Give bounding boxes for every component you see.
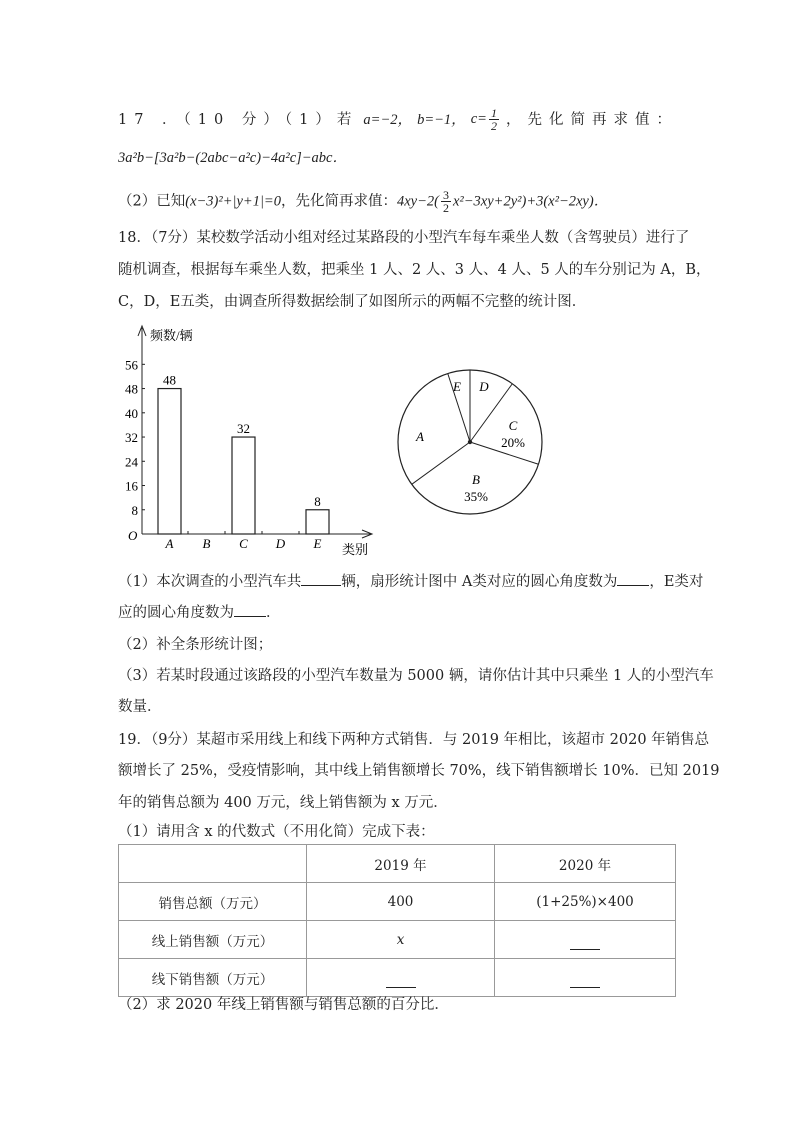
q17-head: 17 ．（10 分）（1）若: [118, 111, 359, 128]
y-tick-label: 16: [125, 478, 138, 494]
table-header-cell: [119, 845, 307, 883]
bar-C: [232, 437, 255, 534]
q19-line2: 额增长了 25%，受疫情影响，其中线上销售额增长 70%，线下销售额增长 10%．已知 2019: [118, 763, 720, 779]
table-cell-value: x: [396, 931, 405, 948]
q18-sub1-d: 应的圆心角度数为: [118, 605, 234, 621]
x-tick-label: D: [275, 536, 286, 551]
q17-part2-frac-den: 2: [442, 201, 449, 215]
table-cell: 线上销售额（万元）: [119, 921, 307, 959]
q18-sub3b: 数量．: [118, 699, 162, 715]
data-label-C: 32: [237, 421, 250, 437]
q17-cond-a: a=−2，: [363, 111, 412, 128]
table-row: [119, 883, 676, 921]
answer-blank-offline-2019[interactable]: [386, 987, 416, 988]
q19-line3: 年的销售总额为 400 万元，线上销售额为 x 万元．: [118, 795, 448, 811]
x-tick-label: A: [165, 536, 174, 551]
y-tick-label: 8: [131, 502, 138, 518]
table-cell: 线下销售额（万元）: [119, 959, 307, 997]
y-axis-title: 频数/辆: [150, 328, 193, 343]
table-cell: [495, 921, 676, 959]
pie-label-E: E: [453, 379, 461, 394]
pie-percent-B: 35%: [464, 489, 488, 504]
answer-blank-angle-e[interactable]: [234, 616, 266, 617]
table-row: [119, 921, 676, 959]
table-header-row: [119, 845, 676, 883]
q17-cond-c-fraction: [489, 107, 499, 132]
table-cell: 400: [307, 883, 495, 921]
table-cell: [307, 921, 495, 959]
q17-part2-frac-num: 3: [442, 188, 449, 202]
q19-sub1: （1）请用含 x 的代数式（不用化简）完成下表：: [118, 824, 435, 840]
data-label-A: 48: [163, 372, 176, 388]
q17-frac-num: 1: [490, 106, 497, 120]
table-header-cell: 2019 年: [307, 845, 495, 883]
q18-sub1-e: ．: [266, 605, 281, 621]
table-cell: (1+25%)×400: [495, 883, 676, 921]
y-tick-label: 40: [125, 405, 138, 421]
q18-line2: 随机调查，根据每车乘坐人数，把乘坐 1 人、2 人、3 人、4 人、5 人的车分别记为 A，B，: [118, 262, 711, 278]
bar-A: [158, 389, 181, 534]
bar-E: [306, 510, 329, 534]
q18-sub1-cont: [118, 603, 281, 623]
q17-part2-cond: (x−3)²+|y+1|=0: [185, 193, 281, 210]
pie-center-dot: [468, 440, 472, 444]
q17-part2-prefix: （2）已知: [118, 193, 186, 210]
q17-tail: ，先化简再求值：: [506, 111, 678, 128]
q19-sub2: （2）求 2020 年线上销售额与销售总额的百分比．: [118, 997, 449, 1013]
answer-blank-online-2020[interactable]: [570, 949, 600, 950]
x-tick-label: E: [313, 536, 322, 551]
y-tick-label: 56: [125, 357, 138, 373]
q17-frac-den: 2: [490, 119, 497, 133]
origin-label: O: [128, 528, 138, 543]
x-tick-label: B: [202, 536, 211, 551]
pie-label-D: D: [479, 379, 489, 394]
bar-chart: [110, 318, 380, 563]
table-cell: [307, 959, 495, 997]
pie-chart: [390, 335, 555, 520]
y-tick-label: 24: [125, 454, 138, 470]
table-row: [119, 959, 676, 997]
table-cell: 销售总额（万元）: [119, 883, 307, 921]
answer-blank-total[interactable]: [301, 585, 341, 586]
sales-table: [118, 844, 676, 997]
x-axis-title: 类别: [342, 542, 369, 557]
pie-label-C: C: [508, 418, 518, 433]
q18-sub3a: （3）若某时段通过该路段的小型汽车数量为 5000 辆，请你估计其中只乘坐 1 人的小型汽车: [118, 668, 714, 684]
q18-sub1-a: （1）本次调查的小型汽车共: [118, 574, 302, 590]
pie-percent-C: 20%: [501, 435, 525, 450]
q18-sub1-c: ，E类对: [649, 574, 704, 590]
q17-line1: [118, 107, 678, 132]
q18-sub1-b: 辆，扇形统计图中 A类对应的圆心角度数为: [341, 574, 618, 590]
table-cell: [495, 959, 676, 997]
q17-expression: 3a²b−[3a²b−(2abc−a²c)−4a²c]−abc．: [118, 150, 347, 166]
q18-line1: 18．（7分）某校数学活动小组对经过某路段的小型汽车每车乘坐人数（含驾驶员）进行了: [118, 230, 690, 246]
q18-sub1: [118, 572, 703, 592]
q18-sub2: （2）补全条形统计图；: [118, 637, 273, 653]
table-header-cell: 2020 年: [495, 845, 676, 883]
q17-part2: [118, 189, 608, 214]
q17-part2-expr-b: x²−3xy+2y²)+3(x²−2xy)．: [452, 193, 609, 210]
q17-cond-c-lhs: c=: [470, 110, 487, 127]
y-tick-label: 48: [125, 381, 138, 397]
q17-cond-b: b=−1，: [417, 111, 466, 128]
pie-label-A: A: [416, 429, 424, 444]
q17-part2-mid: ，先化简再求值：: [280, 193, 397, 210]
answer-blank-offline-2020[interactable]: [570, 987, 600, 988]
q17-cond-c: [471, 107, 501, 132]
q17-part2-expr-a: 4xy−2(: [396, 193, 439, 210]
x-tick-label: C: [239, 536, 248, 551]
data-label-E: 8: [314, 493, 321, 509]
q19-line1: 19．（9分）某超市采用线上和线下两种方式销售．与 2019 年相比，该超市 2020 年销售总: [118, 732, 710, 748]
q17-part2-fraction: [441, 189, 451, 214]
pie-label-B: B: [472, 472, 480, 487]
q18-line3: C，D，E五类，由调查所得数据绘制了如图所示的两幅不完整的统计图．: [118, 294, 587, 310]
y-tick-label: 32: [125, 430, 138, 446]
answer-blank-angle-a[interactable]: [617, 585, 649, 586]
